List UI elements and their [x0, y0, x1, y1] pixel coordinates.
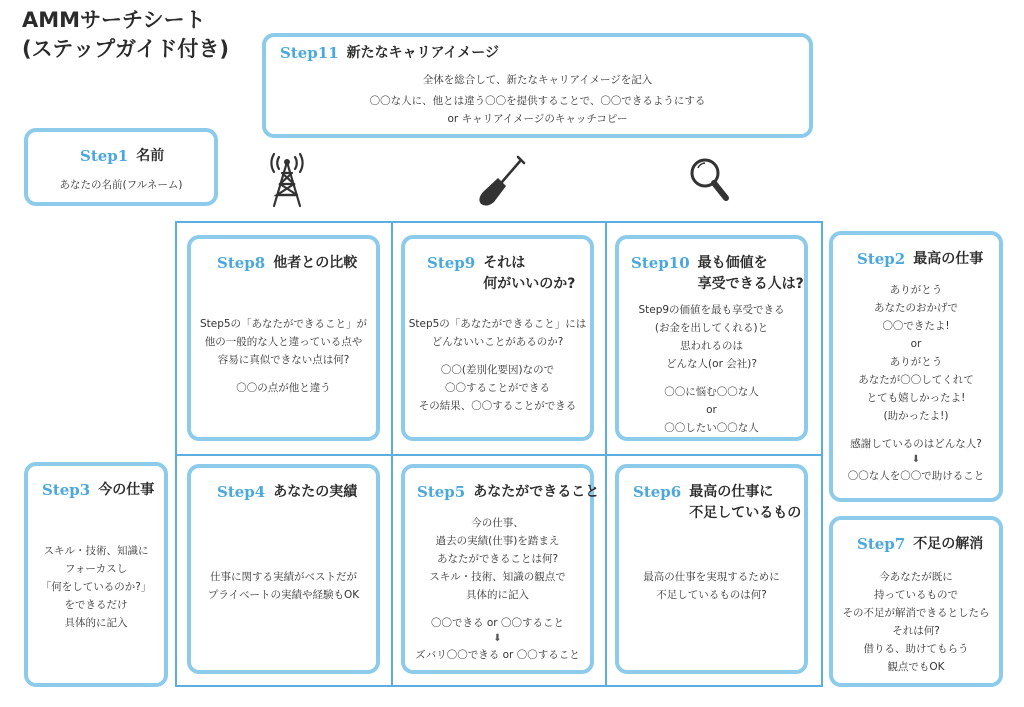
- step8-title: 他者との比較: [273, 255, 358, 271]
- step8-line: Step5の「あなたができること」が: [199, 318, 368, 330]
- step2-line: あなたが〇〇してくれて: [858, 374, 974, 386]
- step4-label: Step4: [217, 483, 266, 501]
- step7-line: その不足が解消できるとしたら: [842, 607, 990, 619]
- step10-title-line: 享受できる人は?: [697, 276, 804, 292]
- step2-line: あなたのおかげで: [874, 302, 958, 314]
- step8-line: 容易に真似できない点は何?: [217, 354, 350, 366]
- step9-title-line: 何がいいのか?: [483, 276, 576, 292]
- step5-line: スキル・技術、知識の観点で: [429, 571, 566, 583]
- step1-label: Step1: [80, 147, 129, 165]
- step5-line: 今の仕事、: [471, 517, 524, 529]
- title-line-2: (ステップガイド付き): [22, 37, 229, 61]
- step4-line: 仕事に関する実績がベストだが: [210, 571, 357, 583]
- step7-line: 持っているもので: [874, 589, 958, 601]
- step8-line: 他の一般的な人と違っている点や: [204, 336, 363, 348]
- step11-line: 全体を総合して、新たなキャリアイメージを記入: [422, 74, 653, 86]
- step2-line: ありがとう: [889, 356, 943, 368]
- step2-line: ありがとう: [889, 284, 943, 296]
- step9-answer: その結果、〇〇することができる: [418, 400, 577, 412]
- step2-line: 〇〇できたよ!: [882, 320, 950, 332]
- step10-answer: 〇〇に悩む〇〇な人: [664, 386, 759, 398]
- step7-card: [829, 516, 1003, 687]
- step5-answer-final: ズバリ〇〇できる or 〇〇すること: [415, 649, 580, 661]
- step10-line: Step9の価値を最も享受できる: [638, 304, 785, 316]
- step3-line: フォーカスし: [64, 563, 128, 575]
- step3-title: 今の仕事: [98, 482, 155, 498]
- step7-line: 今あなたが既に: [879, 571, 953, 583]
- step10-label: Step10: [631, 254, 690, 272]
- antenna-tower-icon: [266, 152, 308, 208]
- page-title: [22, 6, 229, 64]
- step9-title-line: それは: [483, 255, 526, 271]
- step5-label: Step5: [417, 483, 466, 501]
- step3-line: スキル・技術、知識に: [43, 545, 149, 557]
- step2-line: とても嬉しかったよ!: [866, 392, 966, 404]
- step8-label: Step8: [217, 254, 266, 272]
- step9-line: Step5の「あなたができること」には: [408, 318, 587, 330]
- step5-line: 過去の実績(仕事)を踏まえ: [435, 535, 560, 547]
- step11-line: 〇〇な人に、他とは違う〇〇を提供することで、〇〇できるようにする: [369, 95, 706, 107]
- step7-line: それは何?: [892, 625, 940, 637]
- step1-title: 名前: [136, 148, 165, 164]
- step7-line: 観点でもOK: [887, 661, 945, 673]
- step9-line: どんないいことがあるのか?: [431, 336, 564, 348]
- step6-title: [689, 482, 801, 524]
- grid-divider: [177, 454, 821, 456]
- step11-card: [262, 33, 813, 138]
- step10-answer: 〇〇したい〇〇な人: [664, 422, 759, 434]
- step9-label: Step9: [427, 254, 476, 272]
- step5-line: 具体的に記入: [466, 589, 529, 601]
- step3-line: 「何をしているのか?」: [40, 581, 152, 593]
- step10-card: [615, 235, 808, 441]
- step2-card: [829, 231, 1003, 502]
- step6-line: 最高の仕事を実現するために: [643, 571, 780, 583]
- step3-label: Step3: [42, 481, 91, 499]
- step7-label: Step7: [857, 535, 906, 553]
- step3-card: [24, 462, 168, 687]
- step2-title: 最高の仕事: [913, 251, 984, 267]
- down-arrow-icon: ⬇: [493, 633, 502, 644]
- step8-card: [187, 235, 380, 441]
- step2-question: 感謝しているのはどんな人?: [850, 438, 982, 450]
- step2-answer: 〇〇な人を〇〇で助けること: [847, 470, 985, 482]
- step1-card: [24, 128, 218, 206]
- step11-title: 新たなキャリアイメージ: [346, 45, 499, 61]
- step2-line: (助かったよ!): [883, 410, 949, 422]
- down-arrow-icon: ⬇: [911, 454, 921, 465]
- step5-card: [401, 464, 600, 674]
- step5-line: あなたができることは何?: [436, 553, 559, 565]
- step10-line: どんな人(or 会社)?: [666, 358, 757, 370]
- magnifier-icon: [688, 156, 732, 206]
- step4-line: プライベートの実績や経験もOK: [207, 589, 360, 601]
- step9-answer: 〇〇(差別化要因)なので: [440, 364, 555, 376]
- step5-title: あなたができること: [473, 484, 600, 500]
- step6-line: 不足しているものは何?: [656, 589, 767, 601]
- step11-label: Step11: [280, 44, 339, 62]
- title-line-1: AMMサーチシート: [22, 8, 206, 32]
- step3-line: 具体的に記入: [64, 617, 128, 629]
- step2-label: Step2: [857, 250, 906, 268]
- step9-answer: 〇〇することができる: [445, 382, 550, 394]
- step7-title: 不足の解消: [913, 536, 984, 552]
- step10-title-line: 最も価値を: [697, 255, 768, 271]
- step5-answer: 〇〇できる or 〇〇すること: [431, 617, 564, 629]
- step10-title: [698, 253, 804, 295]
- step6-title-line: 最高の仕事に: [689, 484, 774, 500]
- step7-line: 借りる、助けてもらう: [863, 643, 969, 655]
- step10-answer: or: [706, 404, 717, 416]
- step4-card: [187, 464, 380, 674]
- step9-card: [401, 235, 594, 441]
- step2-line: or: [910, 338, 922, 350]
- step9-title: [483, 253, 575, 295]
- shovel-icon: [474, 152, 530, 210]
- step1-line: あなたの名前(フルネーム): [59, 179, 183, 191]
- step10-line: 思われるのは: [680, 340, 743, 352]
- step11-line: or キャリアイメージのキャッチコピー: [447, 113, 628, 125]
- step6-label: Step6: [633, 483, 682, 501]
- step4-title: あなたの実績: [273, 484, 358, 500]
- step10-line: (お金を出してくれる)と: [654, 322, 769, 334]
- step3-line: をできるだけ: [64, 599, 128, 611]
- step8-answer: 〇〇の点が他と違う: [236, 382, 331, 394]
- step6-title-line: 不足しているもの: [689, 505, 802, 521]
- step6-card: [615, 464, 808, 674]
